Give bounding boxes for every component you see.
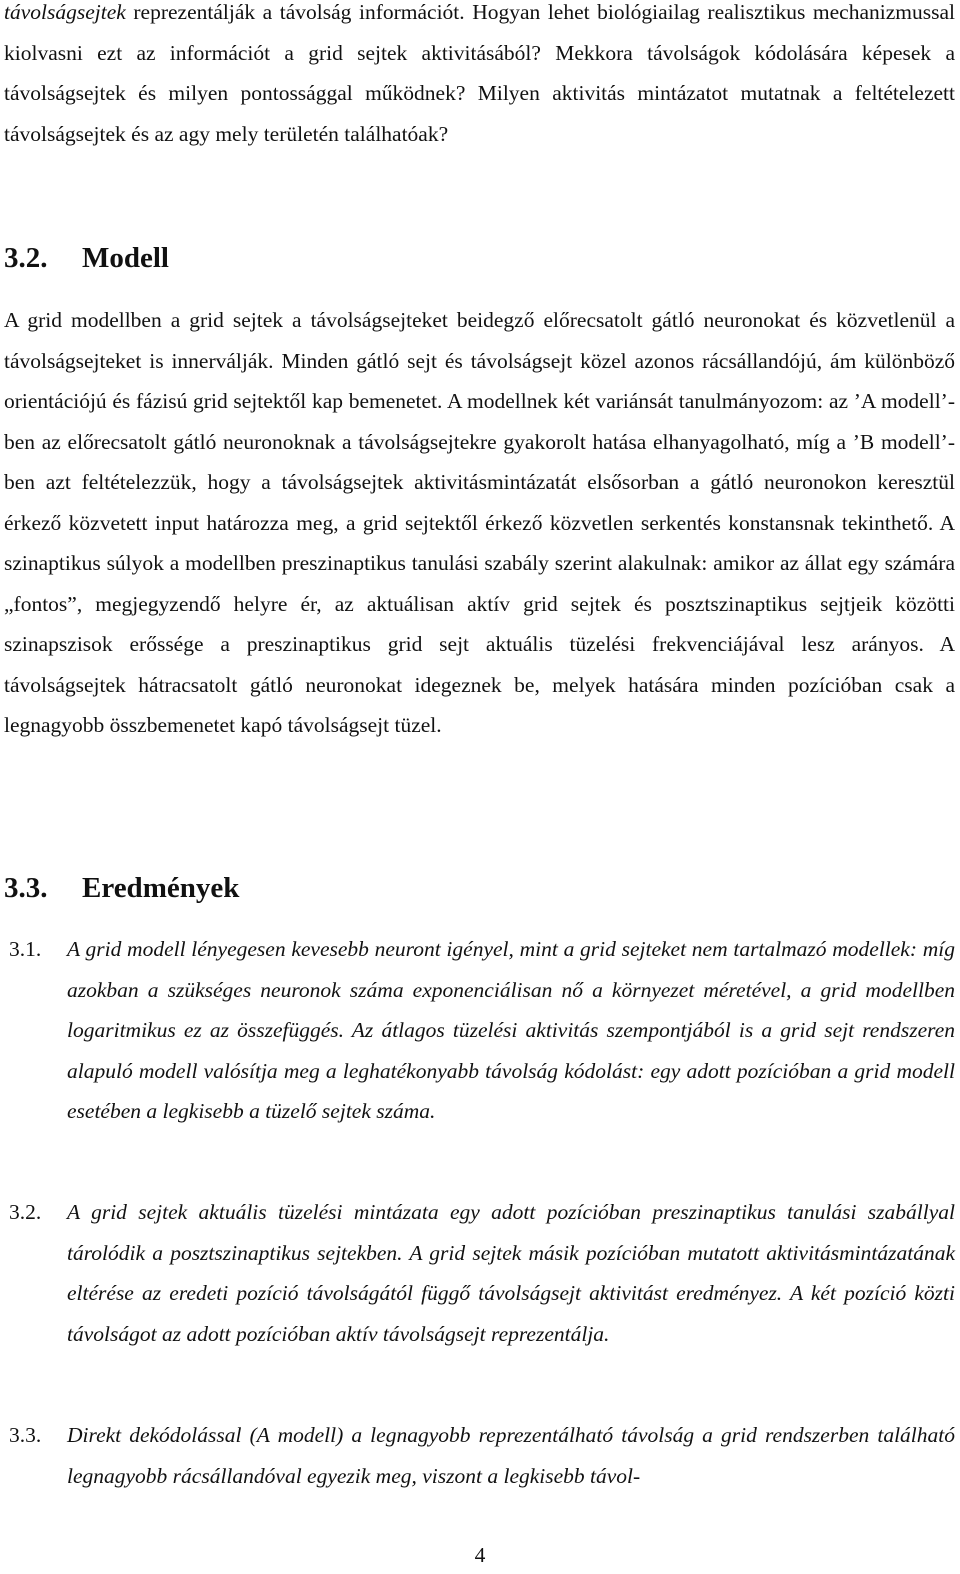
section-number: 3.2. [4, 242, 48, 274]
result-text: A grid modell lényegesen kevesebb neuront igényel, mint a grid sejteket nem tartalmazó modellek: míg azokban a szükséges neuronok száma exponenciálisan nő a környezet méretével, a grid modellben logaritmikus ez az összefüggés. Az átlagos tüzelési aktivitás szempontjából is a grid sejt rendszeren alapuló modell valósítja meg a leghatékonyabb távolság kódolást: egy adott pozícióban a grid modell esetében a legkisebb a tüzelő sejtek száma. [67, 937, 955, 1123]
intro-paragraph [4, 0, 955, 154]
result-text: A grid sejtek aktuális tüzelési mintázata egy adott pozícióban preszinaptikus tanulási szabállyal tárolódik a posztszinaptikus sejtekben. A grid sejtek másik pozícióban mutatott aktivitásmintázatának eltérése az eredeti pozíció távolságától függő távolságsejt aktivitást eredményez. A két pozíció közti távolságot az adott pozícióban aktív távolságsejt reprezentálja. [67, 1200, 955, 1346]
section-heading-model [4, 238, 169, 278]
result-number: 3.1. [9, 937, 42, 961]
model-paragraph: A grid modellben a grid sejtek a távolságsejteket beidegző előrecsatolt gátló neuronokat és közvetlenül a távolságsejteket is innerválják. Minden gátló sejt és távolságsejt közel azonos rácsállandójú, ám különböző orientációjú és fázisú grid sejtektől kap bemenetet. A modellnek két variánsát tanulmányozom: az ’A modell’-ben az előrecsatolt gátló neuronoknak a távolságsejtekre gyakorolt hatása elhanyagolható, míg a ’B modell’-ben azt feltételezzük, hogy a távolságsejtek aktivitásmintázatát elsősorban a gátló neuronokon keresztül érkező közvetett input határozza meg, a grid sejtektől érkező közvetlen serkentés konstansnak tekinthető. A szinaptikus súlyok a modellben preszinaptikus tanulási szabály szerint alakulnak: amikor az állat egy számára „fontos”, megjegyzendő helyre ér, az aktuálisan aktív grid sejtek és posztszinaptikus sejtjeik közötti szinapszisok erőssége a preszinaptikus grid sejt aktuális tüzelési frekvenciájával lesz arányos. A távolságsejtek hátracsatolt gátló neuronokat idegeznek be, melyek hatására minden pozícióban csak a legnagyobb összbemenetet kapó távolságsejt tüzel. [4, 308, 955, 737]
intro-italic-term: távolságsejtek [4, 0, 126, 24]
section-title: Eredmények [82, 872, 240, 904]
result-number: 3.3. [9, 1423, 42, 1447]
section-heading-results [4, 868, 239, 908]
section-title: Modell [82, 242, 169, 274]
result-item-1 [4, 929, 955, 1132]
section-number: 3.3. [4, 872, 48, 904]
result-item-2 [4, 1192, 955, 1354]
page-number: 4 [474, 1543, 486, 1567]
result-number: 3.2. [9, 1200, 42, 1224]
result-text: Direkt dekódolással (A modell) a legnagyobb reprezentálható távolság a grid rendszerben található legnagyobb rácsállandóval egyezik meg, viszont a legkisebb távol- [67, 1423, 955, 1488]
result-item-3 [4, 1415, 955, 1496]
intro-text: reprezentálják a távolság információt. Hogyan lehet biológiailag realisztikus mechanizmussal kiolvasni ezt az információt a grid sejtek aktivitásából? Mekkora távolságok kódolására képesek a távolságsejtek és milyen pontossággal működnek? Milyen aktivitás mintázatot mutatnak a feltételezett távolságsejtek és az agy mely területén találhatóak? [4, 0, 955, 146]
